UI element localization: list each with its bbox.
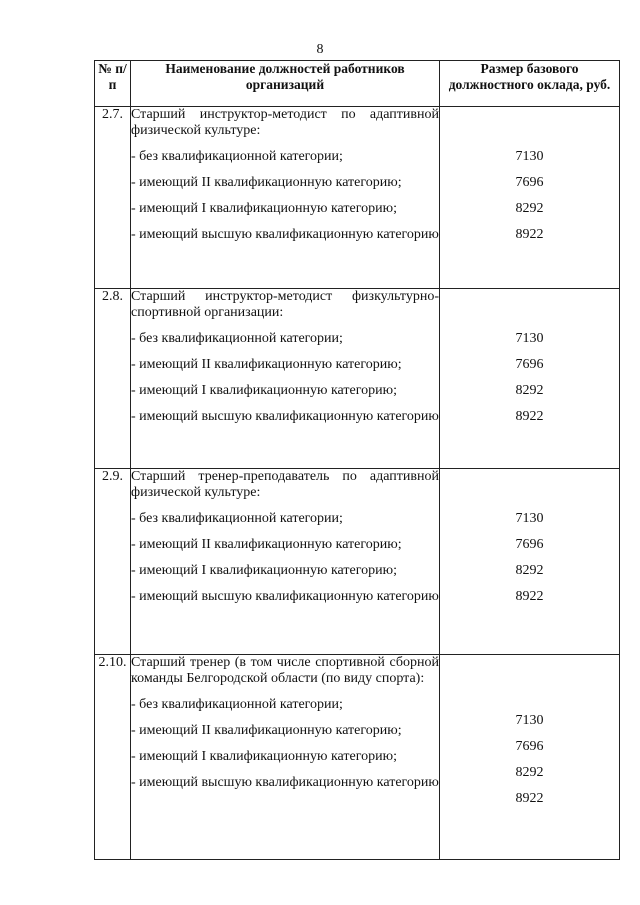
list-item: - без квалификационной категории;: [131, 149, 343, 164]
salary-cell: [440, 107, 620, 289]
salary-value: 8922: [515, 791, 544, 806]
salary-value: 8292: [515, 765, 544, 780]
header-salary: Размер базового должностного оклада, руб.: [440, 61, 620, 107]
header-num: № п/п: [95, 61, 131, 107]
salary-value: 8922: [515, 227, 544, 242]
section-title: Старший инструктор-методист физкультурно-спортивной организации:: [131, 289, 439, 320]
salary-cell: [440, 655, 620, 860]
list-item: - имеющий высшую квалификационную категорию: [131, 589, 439, 604]
section-body: [131, 655, 440, 860]
section-number: 2.9.: [95, 469, 131, 655]
salary-value: 7130: [515, 149, 544, 164]
list-item: - без квалификационной категории;: [131, 697, 343, 712]
list-item: - имеющий высшую квалификационную категорию: [131, 409, 439, 424]
list-item: - имеющий II квалификационную категорию;: [131, 175, 402, 190]
salary-cell: [440, 289, 620, 469]
table-row: [95, 107, 620, 289]
list-item: - имеющий I квалификационную категорию;: [131, 201, 397, 216]
salary-value: 7130: [515, 511, 544, 526]
salary-value: 7696: [515, 739, 544, 754]
salary-value: 8922: [515, 589, 544, 604]
salary-value: 7130: [515, 713, 544, 728]
salary-cell: [440, 469, 620, 655]
section-title: Старший инструктор-методист по адаптивной физической культуре:: [131, 107, 439, 138]
section-title: Старший тренер-преподаватель по адаптивной физической культуре:: [131, 469, 439, 500]
section-body: [131, 107, 440, 289]
salary-value: 7696: [515, 357, 544, 372]
list-item: - имеющий II квалификационную категорию;: [131, 537, 402, 552]
salary-value: 8292: [515, 383, 544, 398]
page-number: 8: [316, 42, 324, 57]
salary-value: 8292: [515, 201, 544, 216]
table-row: [95, 289, 620, 469]
section-body: [131, 469, 440, 655]
salary-table: [94, 60, 620, 860]
salary-value: 8292: [515, 563, 544, 578]
list-item: - имеющий высшую квалификационную категорию: [131, 775, 439, 790]
salary-value: 7130: [515, 331, 544, 346]
list-item: - имеющий I квалификационную категорию;: [131, 563, 397, 578]
salary-value: 7696: [515, 537, 544, 552]
salary-value: 8922: [515, 409, 544, 424]
list-item: - имеющий I квалификационную категорию;: [131, 383, 397, 398]
section-body: [131, 289, 440, 469]
list-item: - имеющий I квалификационную категорию;: [131, 749, 397, 764]
list-item: - имеющий высшую квалификационную категорию: [131, 227, 439, 242]
section-number: 2.7.: [95, 107, 131, 289]
list-item: - имеющий II квалификационную категорию;: [131, 723, 402, 738]
list-item: - без квалификационной категории;: [131, 511, 343, 526]
header-name: Наименование должностей работников организаций: [131, 61, 440, 107]
section-title: Старший тренер (в том числе спортивной сборной команды Белгородской области (по виду спорта):: [131, 655, 439, 686]
table-row: [95, 469, 620, 655]
list-item: - без квалификационной категории;: [131, 331, 343, 346]
section-number: 2.8.: [95, 289, 131, 469]
section-number: 2.10.: [95, 655, 131, 860]
table-row: [95, 655, 620, 860]
list-item: - имеющий II квалификационную категорию;: [131, 357, 402, 372]
table-header-row: [95, 61, 620, 107]
salary-value: 7696: [515, 175, 544, 190]
